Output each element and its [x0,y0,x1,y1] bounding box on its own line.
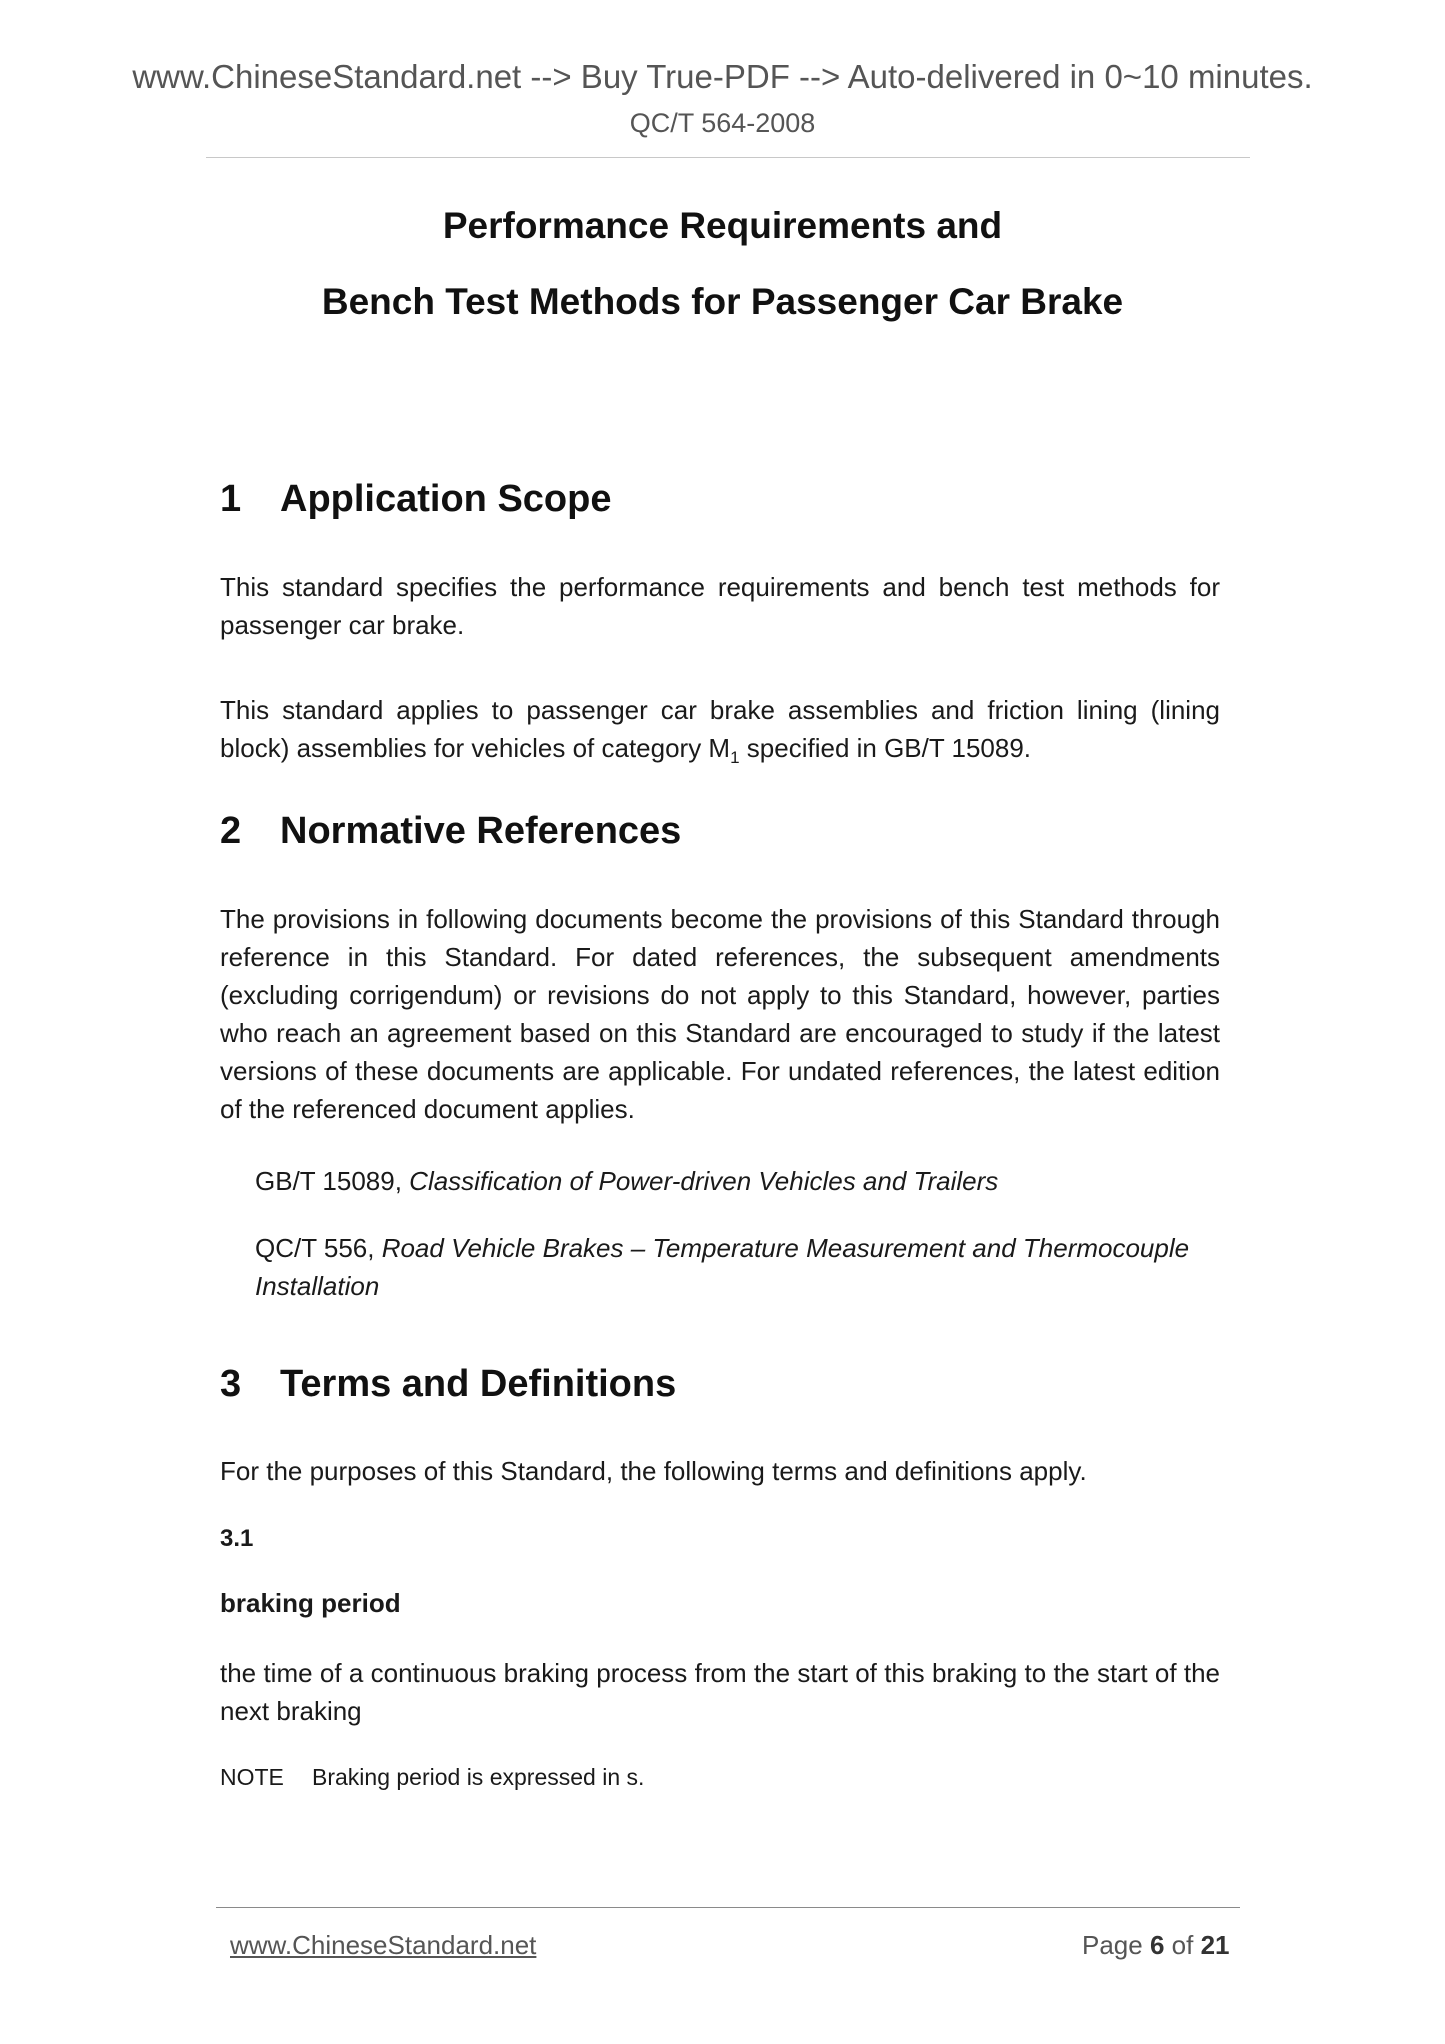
standard-code: QC/T 564-2008 [629,108,816,138]
section-2-heading [220,810,681,853]
term-definition: the time of a continuous braking process from the start of this braking to the start of the next braking [220,1658,1220,1726]
header-divider [206,157,1250,158]
section-1-paragraph-2-text: This standard applies to passenger car brake assemblies and friction lining (lining block) assemblies for vehicles of category M [220,695,1220,763]
page-total: 21 [1200,1930,1230,1960]
page-prefix: Page [1082,1930,1150,1960]
page-current: 6 [1149,1930,1165,1960]
section-1-paragraph-2 [220,691,1220,777]
term-name: braking period [220,1588,401,1618]
note [220,1764,644,1791]
section-3-heading [220,1363,676,1406]
section-3-number: 3 [220,1363,242,1405]
note-text: Braking period is expressed in s. [312,1764,645,1790]
section-2-title: Normative References [280,810,682,852]
clause-number: 3.1 [220,1525,254,1552]
section-3-paragraph-1: For the purposes of this Standard, the following terms and definitions apply. [220,1456,1087,1486]
page-of: of [1164,1930,1201,1960]
section-3-title: Terms and Definitions [280,1363,677,1405]
section-1-paragraph-2-tail: specified in GB/T 15089. [739,733,1032,763]
reference-title: Classification of Power-driven Vehicles and Trailers [409,1166,999,1196]
footer-website-link[interactable]: www.ChineseStandard.net [230,1930,537,1960]
section-1-number: 1 [220,478,242,520]
section-1-title: Application Scope [280,478,612,520]
section-1-heading [220,478,611,521]
category-subscript: 1 [730,748,740,768]
header-banner: www.ChineseStandard.net --> Buy True-PDF --> Auto-delivered in 0~10 minutes. [132,58,1313,95]
section-2-number: 2 [220,810,242,852]
note-label: NOTE [220,1764,284,1790]
reference-code: QC/T 556, [255,1233,382,1263]
reference-item [255,1162,1220,1200]
reference-title: Road Vehicle Brakes – Temperature Measurement and Thermocouple Installation [255,1233,1190,1301]
reference-item [255,1229,1220,1305]
section-2-paragraph-1: The provisions in following documents become the provisions of this Standard through reference in this Standard. For dated references, the subsequent amendments (excluding corrigendum) or revisions do not apply to this Standard, however, parties who reach an agreement based on this Standard are encouraged to study if the latest versions of these documents are applicable. For undated references, the latest edition of the referenced document applies. [220,904,1220,1124]
section-1-paragraph-1: This standard specifies the performance requirements and bench test methods for passenger car brake. [220,572,1220,640]
footer-divider [216,1907,1240,1908]
doc-title-line-1: Performance Requirements and [442,205,1003,246]
reference-code: GB/T 15089, [255,1166,410,1196]
doc-title-line-2: Bench Test Methods for Passenger Car Brake [321,281,1124,322]
page-indicator [1082,1930,1229,1961]
